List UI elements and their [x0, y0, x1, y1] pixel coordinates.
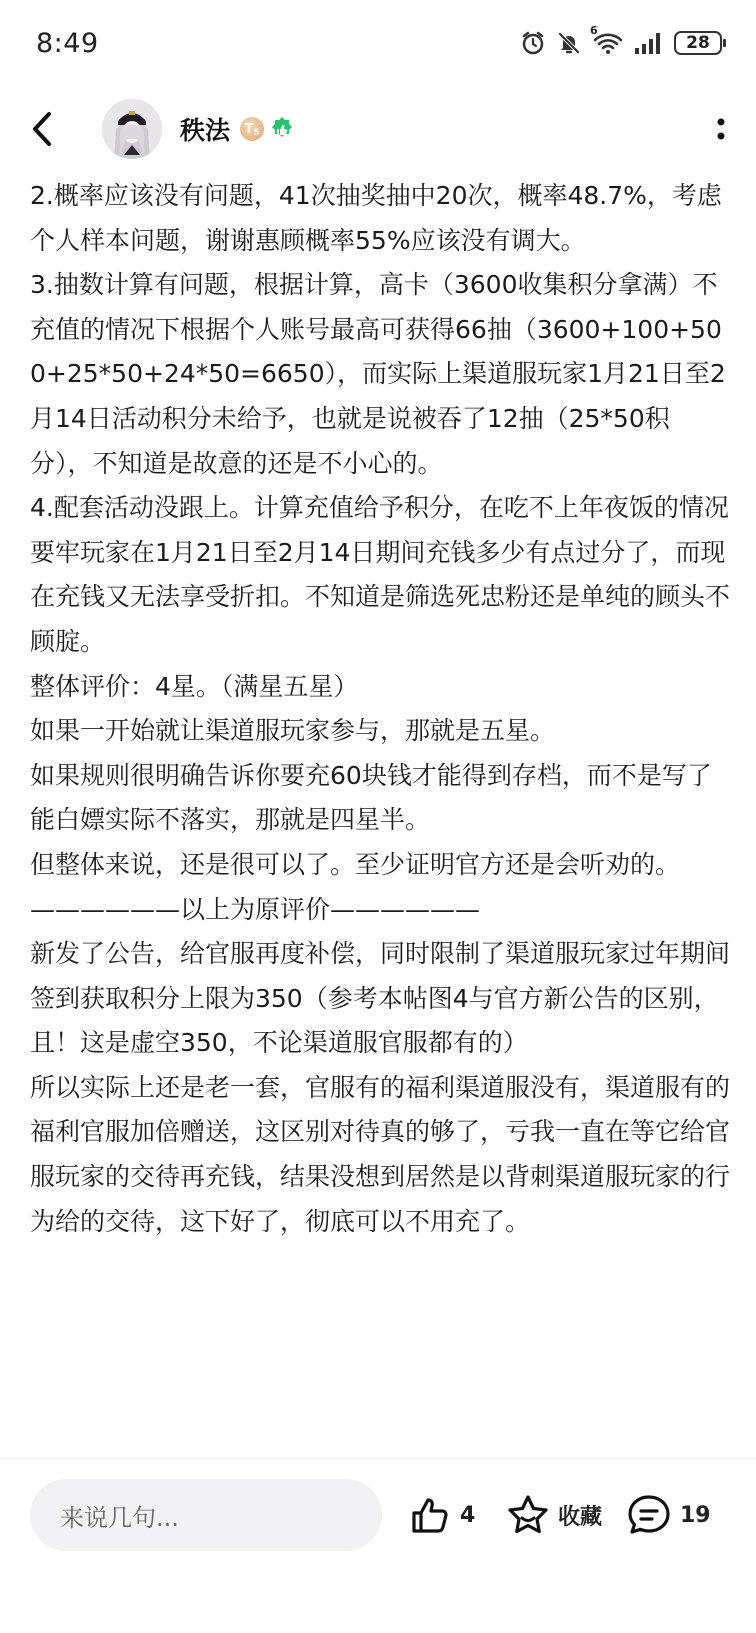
status-time: 8:49: [36, 27, 99, 59]
status-icons: [520, 24, 722, 56]
comment-bubble-icon: [626, 1493, 672, 1537]
chevron-left-icon: [30, 111, 54, 147]
verified-icon: [268, 115, 296, 143]
favorite-label: 收藏: [558, 1504, 603, 1530]
post-paragraph: 所以实际上还是老一套，官服有的福利渠道服没有，渠道服有的福利官服加倍赠送，这区别对待真的够了，亏我一直在等它给官服玩家的交待再充钱，结果没想到居然是以背刺渠道服玩家的行为给的交待，这下好了，彻底可以不用充了。: [30, 1072, 731, 1236]
level-badge: [240, 117, 264, 141]
network-type-label: 6: [590, 24, 598, 37]
post-divider-text: ——————以上为原评价——————: [30, 894, 481, 924]
post-paragraph: 但整体来说，还是很可以了。至少证明官方还是会听劝的。: [30, 849, 681, 879]
post-paragraph: 整体评价：4星。（满星五星）: [30, 671, 359, 701]
level-badge-text: T: [244, 121, 254, 137]
battery-level: 28: [686, 33, 710, 53]
comments-button[interactable]: [626, 1479, 711, 1551]
post-paragraph: 如果一开始就让渠道服玩家参与，那就是五星。: [30, 716, 556, 746]
avatar[interactable]: [102, 99, 162, 159]
post-paragraph: 如果规则很明确告诉你要充60块钱才能得到存档，而不是写了能白嫖实际不落实，那就是四星半。: [30, 760, 712, 835]
comment-placeholder: 来说几句...: [60, 1503, 179, 1532]
post-paragraph: 2.概率应该没有问题，41次抽奖抽中20次，概率48.7%，考虑个人样本问题，谢谢惠顾概率55%应该没有调大。: [30, 181, 722, 255]
like-button[interactable]: [408, 1479, 475, 1551]
star-icon: [506, 1493, 550, 1537]
status-bar: [0, 0, 756, 86]
post-paragraph: 4.配套活动没跟上。计算充值给予积分，在吃不上年夜饭的情况要牢玩家在1月21日至2月14日期间充钱多少有点过分了，而现在充钱又无法享受折扣。不知道是筛选死忠粉还是单纯的顾头不顾腚。: [30, 493, 731, 656]
post-content: [30, 174, 730, 1244]
favorite-button[interactable]: [506, 1479, 602, 1551]
alarm-icon: [520, 30, 546, 56]
like-count: 4: [460, 1502, 476, 1528]
signal-icon: [634, 31, 664, 55]
comment-input[interactable]: [30, 1479, 382, 1551]
post-header: [0, 86, 756, 172]
mute-icon: [556, 30, 582, 56]
wifi-icon: [590, 24, 624, 56]
post-paragraph: 新发了公告，给官服再度补偿，同时限制了渠道服玩家过年期间签到获取积分上限为350（参考本帖图4与官方新公告的区别，且！这是虚空350，不论渠道服官服都有的）: [30, 939, 731, 1058]
back-button[interactable]: [30, 101, 74, 157]
post-paragraph: 3.抽数计算有问题，根据计算，高卡（3600收集积分拿满）不充值的情况下根据个人账号最高可获得66抽（3600+100+500+25*50+24*50=6650），而实际上渠道服玩家1月21日至2月14日活动积分未给予，也就是说被吞了12抽（25*50积分），不知道是故意的还是不小心的。: [30, 270, 726, 478]
battery-icon: [674, 31, 722, 55]
thumbs-up-icon: [408, 1493, 452, 1537]
level-badge-sub: 5: [253, 128, 260, 138]
bottom-action-bar: [0, 1458, 756, 1633]
username[interactable]: 秩法: [180, 116, 231, 145]
comment-count: 19: [680, 1502, 711, 1528]
more-vertical-icon: [716, 115, 726, 143]
more-options-button[interactable]: [706, 104, 736, 154]
